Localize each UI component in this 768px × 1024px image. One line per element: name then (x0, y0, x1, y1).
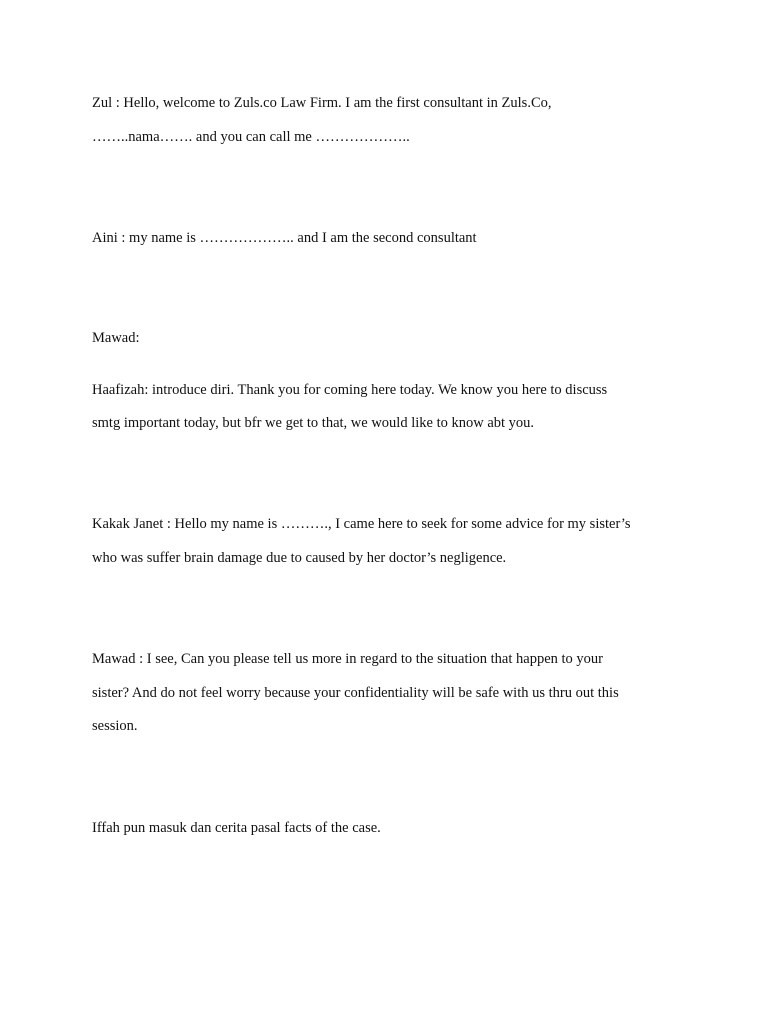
kakak-janet-line-2: who was suffer brain damage due to caused by her doctor’s negligence. (92, 550, 507, 566)
mawad-heading: Mawad: (92, 330, 140, 346)
haafizah-line-1: Haafizah: introduce diri. Thank you for coming here today. We know you here to discuss (92, 382, 608, 398)
zul-line-1: Zul : Hello, welcome to Zuls.co Law Firm. I am the first consultant in Zuls.Co, (92, 95, 552, 111)
mawad-line-1: Mawad : I see, Can you please tell us more in regard to the situation that happen to your (92, 651, 603, 667)
iffah-line: Iffah pun masuk dan cerita pasal facts of the case. (92, 820, 381, 836)
zul-line-2: ……..nama……. and you can call me ……………….. (92, 129, 410, 145)
mawad-line-2: sister? And do not feel worry because your confidentiality will be safe with us thru out this (92, 685, 619, 701)
kakak-janet-line-1: Kakak Janet : Hello my name is ………., I came here to seek for some advice for my sister’s (92, 516, 631, 532)
aini-line: Aini : my name is ……………….. and I am the second consultant (92, 230, 477, 246)
mawad-line-3: session. (92, 718, 138, 734)
haafizah-line-2: smtg important today, but bfr we get to that, we would like to know abt you. (92, 415, 535, 431)
